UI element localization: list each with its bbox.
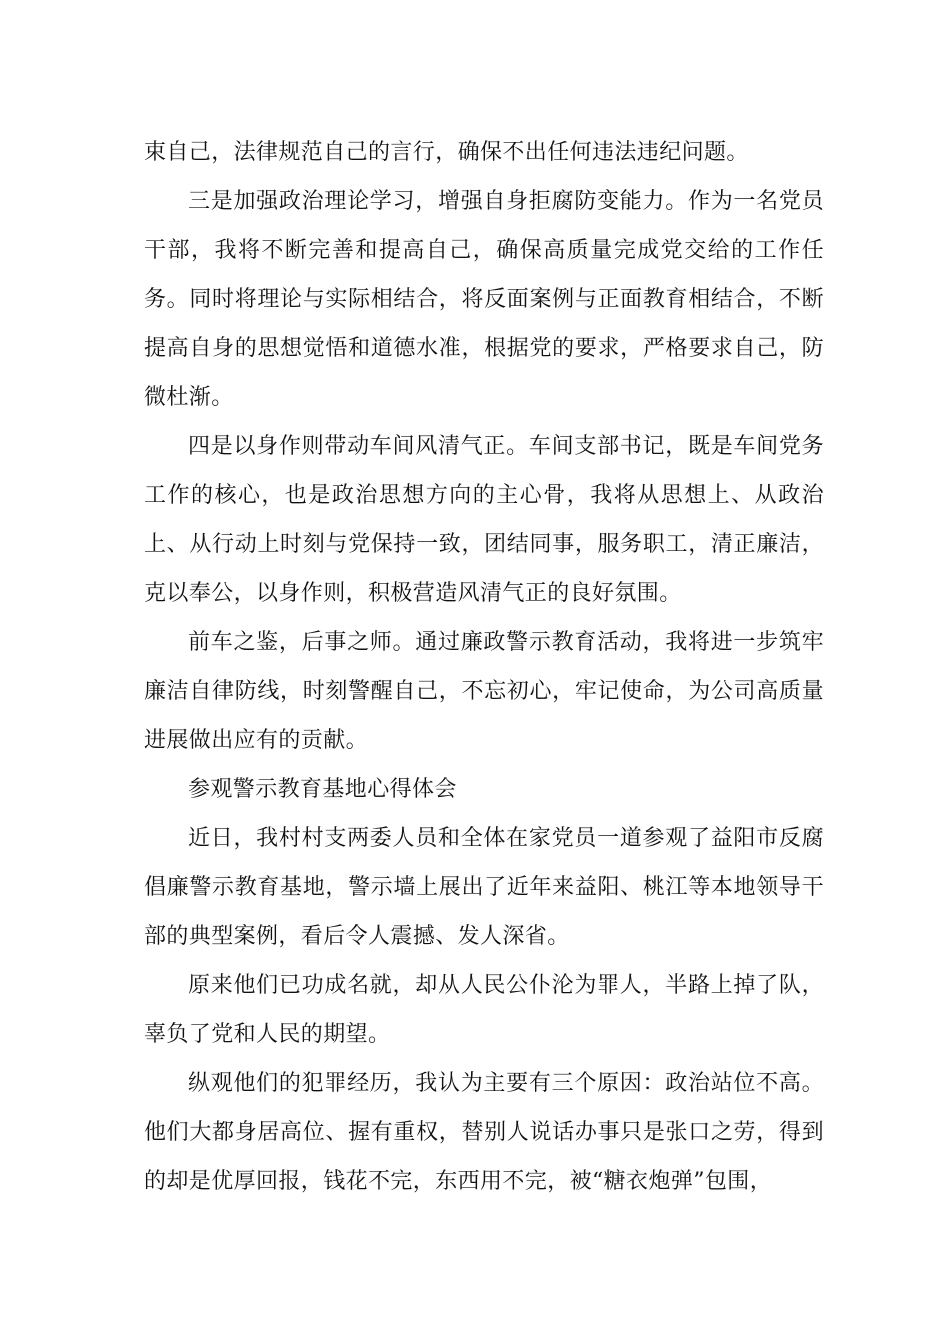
paragraph-point-three: 三是加强政治理论学习，增强自身拒腐防变能力。作为一名党员干部，我将不断完善和提高自己，确保高质量完成党交给的工作任务。同时将理论与实际相结合，将反面案例与正面教育相结合，不断提高自身的思想觉悟和道德水准，根据党的要求，严格要求自己，防微杜渐。 [144, 189, 824, 410]
paragraph-continuation: 束自己，法律规范自己的言行，确保不出任何违法违纪问题。 [144, 140, 749, 165]
paragraph-reasons: 纵观他们的犯罪经历，我认为主要有三个原因：政治站位不高。他们大都身居高位、握有重权，替别人说话办事只是张口之劳，得到的却是优厚回报，钱花不完，东西用不完，被“糖衣炮弹”包围， [144, 1071, 824, 1194]
paragraph-visit-intro: 近日，我村村支两委人员和全体在家党员一道参观了益阳市反腐倡廉警示教育基地，警示墙上展出了近年来益阳、桃江等本地领导干部的典型案例，看后令人震撼、发人深省。 [144, 826, 824, 949]
section-heading: 参观警示教育基地心得体会 [188, 777, 457, 802]
document-body [144, 128, 824, 1206]
paragraph-conclusion: 前车之鉴，后事之师。通过廉政警示教育活动，我将进一步筑牢廉洁自律防线，时刻警醒自己，不忘初心，牢记使命，为公司高质量进展做出应有的贡献。 [144, 630, 824, 753]
paragraph-reflection: 原来他们已功成名就，却从人民公仆沦为罪人，半路上掉了队，辜负了党和人民的期望。 [144, 973, 824, 1047]
paragraph-point-four: 四是以身作则带动车间风清气正。车间支部书记，既是车间党务工作的核心，也是政治思想方向的主心骨，我将从思想上、从政治上、从行动上时刻与党保持一致，团结同事，服务职工，清正廉洁，克以奉公，以身作则，积极营造风清气正的良好氛围。 [144, 434, 824, 606]
